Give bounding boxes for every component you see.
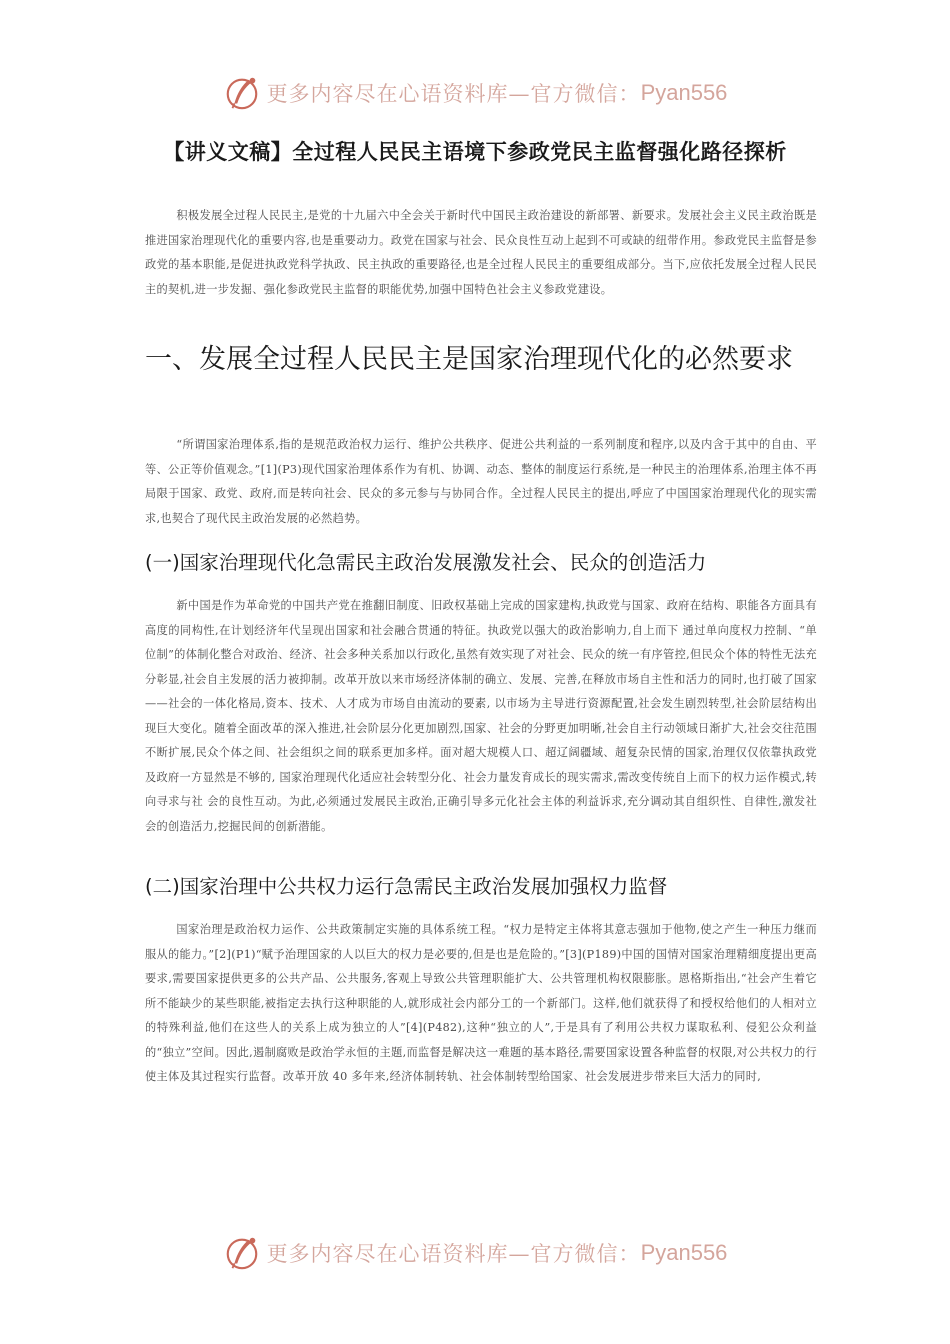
subsection-2 xyxy=(145,873,817,901)
subsection-1-heading: (一)国家治理现代化急需民主政治发展激发社会、民众的创造活力 xyxy=(145,551,707,574)
section-1-body xyxy=(145,433,817,531)
subsection-2-body xyxy=(145,918,817,1090)
subsection-1 xyxy=(145,549,817,577)
watermark-wechat-id: Pyan556 xyxy=(640,1240,728,1265)
watermark-footer xyxy=(0,1230,950,1276)
watermark-text: 更多内容尽在心语资料库—官方微信： xyxy=(266,82,641,106)
section-1 xyxy=(145,338,817,382)
section-1-heading: 一、发展全过程人民民主是国家治理现代化的必然要求 xyxy=(145,344,793,375)
quill-pen-icon xyxy=(223,74,261,112)
intro-block xyxy=(145,204,817,302)
subsection-1-paragraph: 新中国是作为革命党的中国共产党在推翻旧制度、旧政权基础上完成的国家建构,执政党与国家、政府在结构、职能各方面具有高度的同构性,在计划经济年代呈现出国家和社会融合贯通的特征。执政党以强大的政治影响力,自上而下 通过单向度权力控制、“单位制”的体制化整合对政治、经济、社会多种关系加以行政化,虽然有效实现了对社会、民众的统一有序管控,但民众个体的特性无法充分彰显,社会自主发展的活力被抑制。改革开放以来市场经济体制的确立、发展、完善,在释放市场自主性和活力的同时,也打破了国家——社会的一体化格局,资本、技术、人才成为市场自由流动的要素, 以市场为主导进行资源配置,社会发生剧烈转型,社会阶层结构出现巨大变化。随着全面改革的深入推进,社会阶层分化更加剧烈,国家、社会的分野更加明晰,社会自主行动领域日渐扩大,社会交往范围不断扩展,民众个体之间、社会组织之间的联系更加多样。面对超大规模人口、超辽阔疆域、超复杂民情的国家,治理仅仅依靠执政党及政府一方显然是不够的, 国家治理现代化适应社会转型分化、社会力量发育成长的现实需求,需改变传统自上而下的权力运作模式,转向寻求与社 会的良性互动。为此,必须通过发展民主政治,正确引导多元化社会主体的利益诉求,充分调动其自组织性、自律性,激发社会的创造活力,挖掘民间的创新潜能。 xyxy=(145,599,817,833)
watermark-text: 更多内容尽在心语资料库—官方微信： xyxy=(266,1242,641,1266)
section-1-paragraph: “所谓国家治理体系,指的是规范政治权力运行、维护公共秩序、促进公共利益的一系列制度和程序,以及内含于其中的自由、平等、公正等价值观念。”[1](P3)现代国家治理体系作为有机、协调、动态、整体的制度运行系统,是一种民主的治理体系,治理主体不再局限于国家、政党、政府,而是转向社会、民众的多元参与与协同合作。全过程人民民主的提出,呼应了中国国家治理现代化的现实需求,也契合了现代民主政治发展的必然趋势。 xyxy=(145,438,817,525)
subsection-2-paragraph: 国家治理是政治权力运作、公共政策制定实施的具体系统工程。“权力是特定主体将其意志强加于他物,使之产生一种压力继而服从的能力。”[2](P1)“赋予治理国家的人以巨大的权力是必要的,但是也是危险的。”[3](P189)中国的国情对国家治理精细度提出更高要求,需要国家提供更多的公共产品、公共服务,客观上导致公共管理职能扩大、公共管理机构权限膨胀。恩格斯指出,“社会产生着它所不能缺少的某些职能,被指定去执行这种职能的人,就形成社会内部分工的一个新部门。这样,他们就获得了和授权给他们的人相对立的特殊利益,他们在这些人的关系上成为独立的人”[4](P482),这种“独立的人”,于是具有了利用公共权力谋取私利、侵犯公众利益的“独立”空间。因此,遏制腐败是政治学永恒的主题,而监督是解决这一难题的基本路径,需要国家设置各种监督的权限,对公共权力的行使主体及其过程实行监督。改革开放 40 多年来,经济体制转轨、社会体制转型给国家、社会发展进步带来巨大活力的同时, xyxy=(145,923,817,1083)
document-title: 【讲义文稿】全过程人民民主语境下参政党民主监督强化路径探析 xyxy=(163,140,787,164)
quill-pen-icon xyxy=(223,1234,261,1272)
watermark-wechat-id: Pyan556 xyxy=(640,80,728,105)
watermark-header xyxy=(0,70,950,116)
subsection-2-heading: (二)国家治理中公共权力运行急需民主政治发展加强权力监督 xyxy=(145,875,668,898)
subsection-1-body xyxy=(145,594,817,839)
intro-paragraph: 积极发展全过程人民民主,是党的十九届六中全会关于新时代中国民主政治建设的新部署、新要求。发展社会主义民主政治既是推进国家治理现代化的重要内容,也是重要动力。政党在国家与社会、民众良性互动上起到不可或缺的纽带作用。参政党民主监督是参政党的基本职能,是促进执政党科学执政、民主执政的重要路径,也是全过程人民民主的重要组成部分。当下,应依托发展全过程人民民主的契机,进一步发掘、强化参政党民主监督的职能优势,加强中国特色社会主义参政党建设。 xyxy=(145,209,817,296)
